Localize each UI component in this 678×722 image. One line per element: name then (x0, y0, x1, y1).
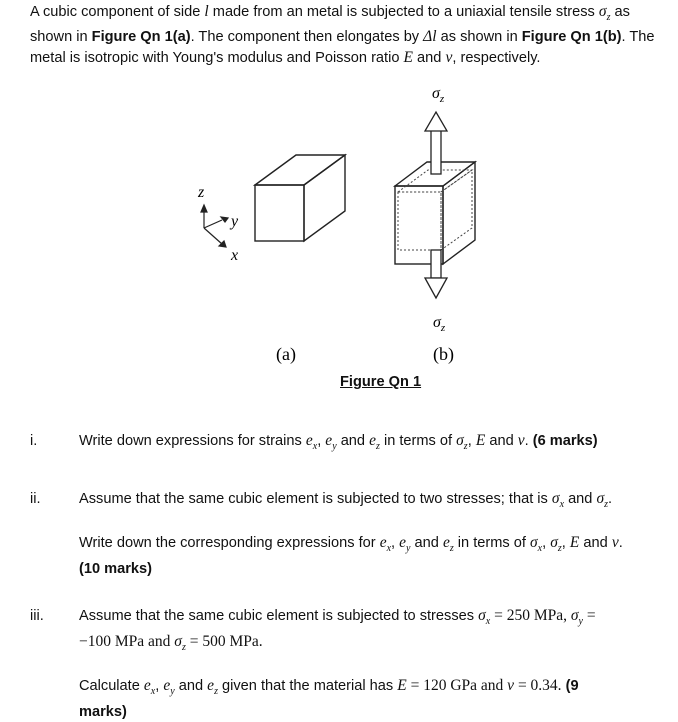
axis-label-x: x (231, 247, 239, 264)
arrow-head-top (425, 112, 447, 131)
arrow-shaft-top (431, 130, 441, 174)
intro-text: . The metal is isotropic with Young's modulus and Poisson ratio (30, 29, 655, 66)
question-line (79, 559, 654, 579)
z-axis-arrowhead (201, 205, 207, 212)
math-E: E (403, 48, 413, 66)
question-line (79, 702, 654, 722)
figure-ref-a: Figure Qn 1(a) (91, 29, 191, 46)
cube-a (255, 155, 345, 241)
marks: (6 marks) (528, 433, 598, 449)
question-line: Assume that the same cubic element is subjected to stresses $\sigma_x = 250$ MPa, $\sigma_y$ = (79, 607, 596, 627)
axes-triad (201, 205, 228, 247)
question-line: −100 MPa and $\sigma_z = 500$ MPa. (79, 632, 263, 653)
original-cube-outline (398, 170, 472, 250)
axis-label-y: y (231, 213, 239, 230)
marks: (10 marks) (79, 560, 153, 577)
label-a: (a) (276, 344, 296, 364)
figure-caption: Figure Qn 1 (340, 374, 422, 390)
intro-text: as shown in (436, 29, 522, 46)
cube-a-side-face (304, 155, 345, 241)
intro-text: made from an metal is subjected to a uniaxial tensile stress (208, 4, 599, 20)
block-b (395, 112, 475, 298)
question-number: ii. (30, 491, 41, 507)
sigma-z-bottom-label: $\sigma_z$ (433, 314, 446, 334)
intro-text: A cubic component of side (30, 4, 205, 20)
x-axis-line (204, 228, 222, 244)
cube-a-front-face (255, 185, 304, 241)
arrow-shaft-bottom (431, 250, 441, 278)
label-b: (b) (433, 344, 454, 364)
question-body (79, 489, 654, 579)
cube-a-top-face (255, 155, 345, 185)
question-line: Write down the corresponding expressions for $e_x$, $e_y$ and $e_z$ in terms of $\sigma_x$, $\sigma_z$, E and v. (79, 533, 623, 554)
math-delta-l: Δl (423, 28, 437, 46)
question-number: i. (30, 433, 38, 449)
axis-label-z: z (198, 184, 205, 201)
arrow-head-bottom (425, 278, 447, 298)
intro-text: . The component then elongates by (190, 29, 424, 46)
math-l: l (204, 3, 209, 20)
question-body: Write down expressions for strains $e_x$, $e_y$ and $e_z$ in terms of $\sigma_z$, E and v. (6 marks) (79, 432, 598, 452)
block-b-side-face (443, 162, 475, 264)
intro-text: , respectively. (452, 49, 541, 66)
marks: marks) (79, 703, 127, 720)
math-sub: z (606, 11, 611, 23)
y-axis-line (204, 220, 222, 228)
figure-ref-b: Figure Qn 1(b) (521, 29, 622, 46)
intro-text: and (412, 49, 446, 66)
question-number: iii. (30, 608, 44, 624)
marks: (9 (561, 677, 579, 694)
math-sigma: σ (598, 3, 607, 20)
sigma-z-top-label: $\sigma_z$ (432, 85, 445, 105)
question-line: Assume that the same cubic element is subjected to two stresses; that is $\sigma_x$ and $\sigma_z$. (79, 490, 613, 510)
y-axis-arrowhead (221, 217, 228, 222)
intro-text: as shown in (30, 4, 630, 46)
question-line: Calculate $e_x$, $e_y$ and $e_z$ given that the material has E = 120 GPa and v = 0.34. (9 (79, 676, 579, 697)
question-body (79, 606, 654, 722)
math-v: v (445, 48, 453, 66)
